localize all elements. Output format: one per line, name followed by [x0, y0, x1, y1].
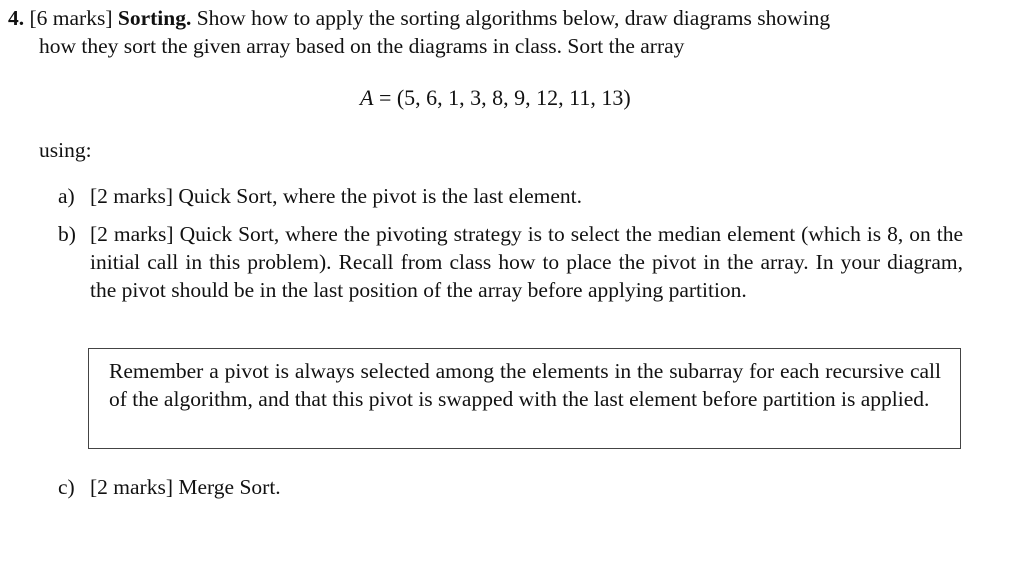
- question-header: [8, 4, 830, 32]
- using-label: using:: [39, 138, 92, 162]
- part-b-text: [2 marks] Quick Sort, where the pivoting strategy is to select the median element (which is 8, on the initial call in this problem). Recall from class how to place the pivot in the array. In your diagram, the pivot should be in the last position of the array before applying partition.: [90, 222, 963, 302]
- note-box: [88, 348, 961, 449]
- part-a-label: a): [58, 184, 75, 208]
- equation-variable: A: [360, 85, 374, 110]
- equation-values: = (5, 6, 1, 3, 8, 9, 12, 11, 13): [373, 85, 631, 110]
- part-a-text: [2 marks] Quick Sort, where the pivot is the last element.: [90, 184, 582, 208]
- question-intro-line1: Show how to apply the sorting algorithms below, draw diagrams showing: [196, 6, 831, 30]
- question-topic: Sorting.: [117, 6, 192, 30]
- part-b-label: b): [58, 222, 76, 246]
- question-number: 4.: [8, 6, 25, 30]
- note-text: Remember a pivot is always selected among the elements in the subarray for each recursive call of the algorithm, and that this pivot is swapped with the last element before partition is applied.: [109, 359, 941, 411]
- question-intro-line2: how they sort the given array based on the diagrams in class. Sort the array: [39, 34, 685, 58]
- question-marks: [6 marks]: [29, 6, 113, 30]
- part-c-text: [2 marks] Merge Sort.: [90, 475, 281, 499]
- part-c-label: c): [58, 475, 75, 499]
- array-equation: [360, 84, 631, 112]
